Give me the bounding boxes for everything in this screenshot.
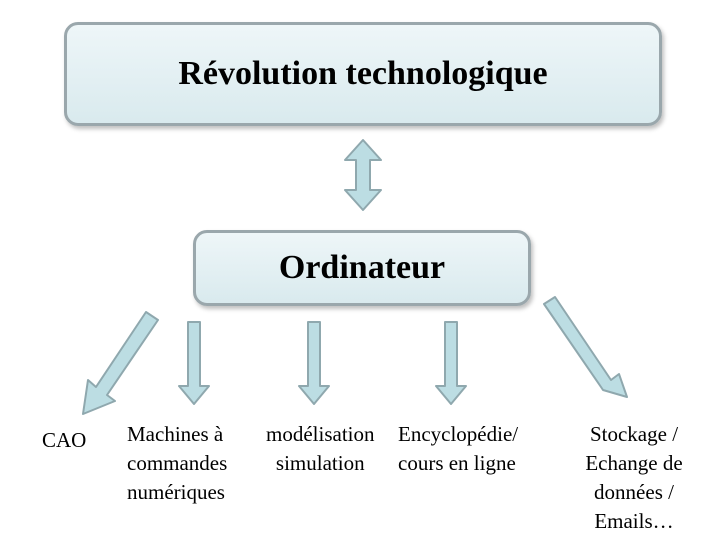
label-machines-line-3: numériques bbox=[127, 480, 225, 504]
label-modelisation-line-2: simulation bbox=[275, 451, 365, 475]
label-machines bbox=[127, 420, 227, 507]
middle-box-title: Ordinateur bbox=[278, 249, 446, 286]
label-encyclopedie-line-2: cours en ligne bbox=[398, 451, 516, 475]
label-encyclopedie bbox=[398, 420, 518, 478]
label-machines-line-1: Machines à bbox=[127, 422, 224, 446]
arrow-to-encyclopedie bbox=[436, 322, 466, 404]
label-machines-line-2: commandes bbox=[127, 451, 228, 475]
arrow-to-stockage bbox=[544, 297, 627, 397]
label-stockage-line-1: Stockage / bbox=[589, 422, 679, 446]
arrow-to-machines bbox=[179, 322, 209, 404]
label-cao-text: CAO bbox=[42, 428, 87, 452]
label-modelisation-line-1: modélisation bbox=[266, 422, 375, 446]
label-stockage-line-2: Echange de bbox=[585, 451, 683, 475]
label-cao bbox=[42, 426, 86, 455]
label-encyclopedie-line-1: Encyclopédie/ bbox=[398, 422, 519, 446]
label-stockage bbox=[572, 420, 696, 536]
top-box-title: Révolution technologique bbox=[178, 55, 548, 92]
arrow-to-modelisation bbox=[299, 322, 329, 404]
label-stockage-line-4: Emails… bbox=[594, 509, 674, 533]
label-stockage-line-3: données / bbox=[594, 480, 674, 504]
label-modelisation bbox=[266, 420, 375, 478]
arrow-to-cao bbox=[83, 312, 158, 414]
double-arrow bbox=[345, 140, 381, 210]
